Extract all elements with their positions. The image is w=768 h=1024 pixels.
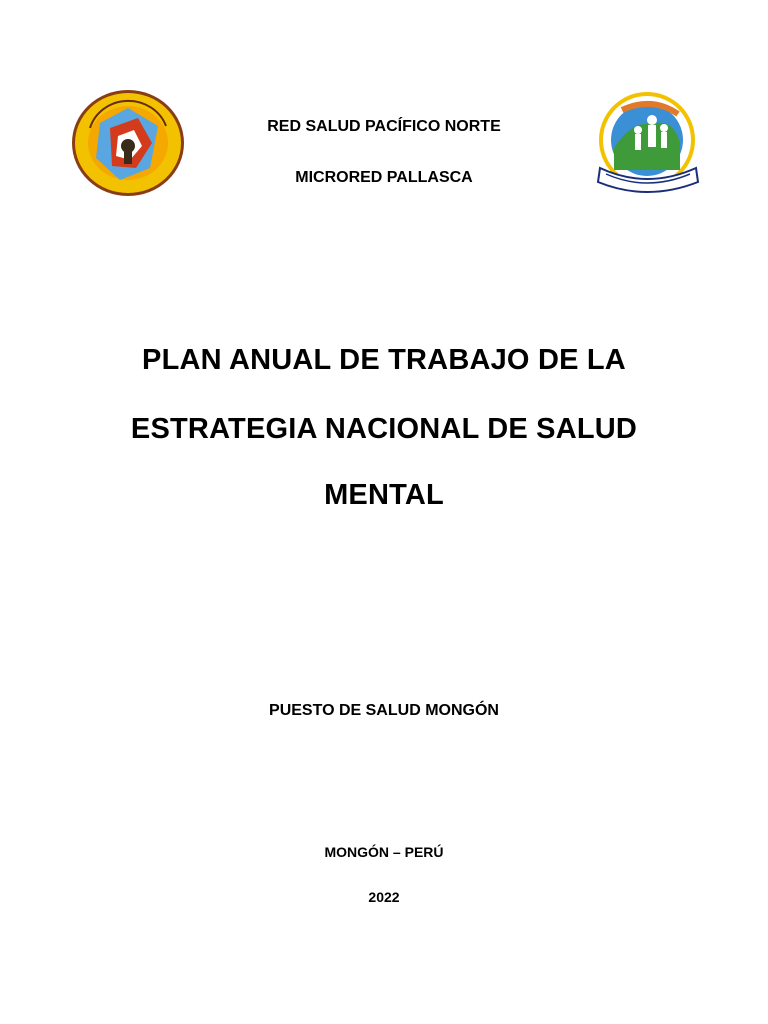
- location: MONGÓN – PERÚ: [324, 844, 444, 860]
- facility-name: PUESTO DE SALUD MONGÓN: [269, 702, 499, 719]
- org-line-2: MICRORED PALLASCA: [295, 169, 473, 186]
- title-line-3: MENTAL: [324, 479, 444, 511]
- title-line-2: ESTRATEGIA NACIONAL DE SALUD: [130, 413, 638, 445]
- year: 2022: [368, 889, 400, 905]
- org-line-1: RED SALUD PACÍFICO NORTE: [267, 118, 501, 135]
- title-line-1: PLAN ANUAL DE TRABAJO DE LA: [142, 344, 626, 376]
